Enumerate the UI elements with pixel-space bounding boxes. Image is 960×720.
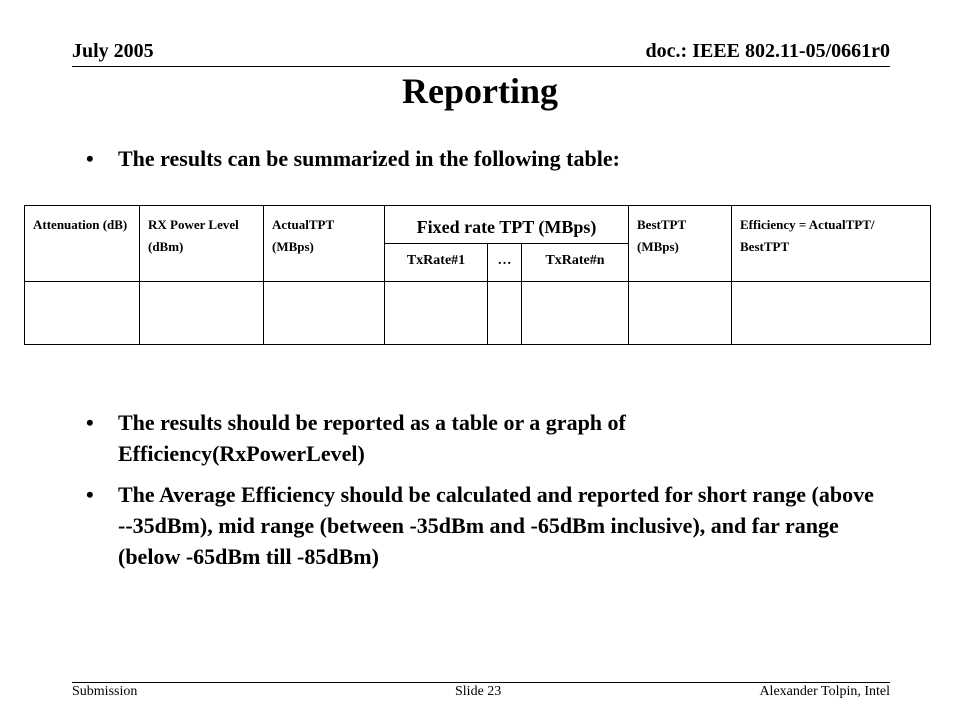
bullet-text: The results should be reported as a table or a graph of Efficiency(RxPowerLevel) [118, 410, 626, 466]
header-rx-power: RX Power Level (dBm) [140, 206, 264, 282]
bullet-dot: • [86, 146, 94, 171]
header-date: July 2005 [72, 40, 154, 62]
header-best-tpt: BestTPT (MBps) [629, 206, 732, 282]
bullet-item [86, 143, 876, 174]
header-efficiency: Efficiency = ActualTPT/ BestTPT [732, 206, 931, 282]
header-ellipsis: … [488, 244, 522, 282]
header-attenuation: Attenuation (dB) [25, 206, 140, 282]
table-header-row [25, 206, 931, 244]
table-cell [385, 282, 488, 345]
table-cell [629, 282, 732, 345]
bullet-item [86, 479, 876, 572]
table-cell [25, 282, 140, 345]
header-actual-tpt: ActualTPT (MBps) [264, 206, 385, 282]
header-fixed-rate-tpt: Fixed rate TPT (MBps) [385, 206, 629, 244]
slide-title: Reporting [402, 71, 558, 111]
table-cell [732, 282, 931, 345]
table-cell [522, 282, 629, 345]
bullet-item [86, 407, 876, 469]
bullet-dot: • [86, 482, 94, 507]
bullet-dot: • [86, 410, 94, 435]
results-table [24, 205, 931, 345]
header-doc-id: doc.: IEEE 802.11-05/0661r0 [645, 40, 890, 62]
bullet-text: The results can be summarized in the following table: [118, 146, 620, 171]
footer-submission: Submission [72, 684, 138, 699]
bullet-text: The Average Efficiency should be calculated and reported for short range (above --35dBm), mid range (between -35dBm and -65dBm inclusive), and far range (below -65dBm till -85dBm) [118, 482, 874, 569]
table-row [25, 282, 931, 345]
footer-author: Alexander Tolpin, Intel [759, 684, 890, 699]
header-divider [72, 66, 890, 67]
header-txrate-n: TxRate#n [522, 244, 629, 282]
table-cell [140, 282, 264, 345]
footer-slide-number: Slide 23 [455, 684, 502, 699]
table-cell [488, 282, 522, 345]
header-txrate-1: TxRate#1 [385, 244, 488, 282]
table-cell [264, 282, 385, 345]
footer-divider [72, 682, 890, 683]
